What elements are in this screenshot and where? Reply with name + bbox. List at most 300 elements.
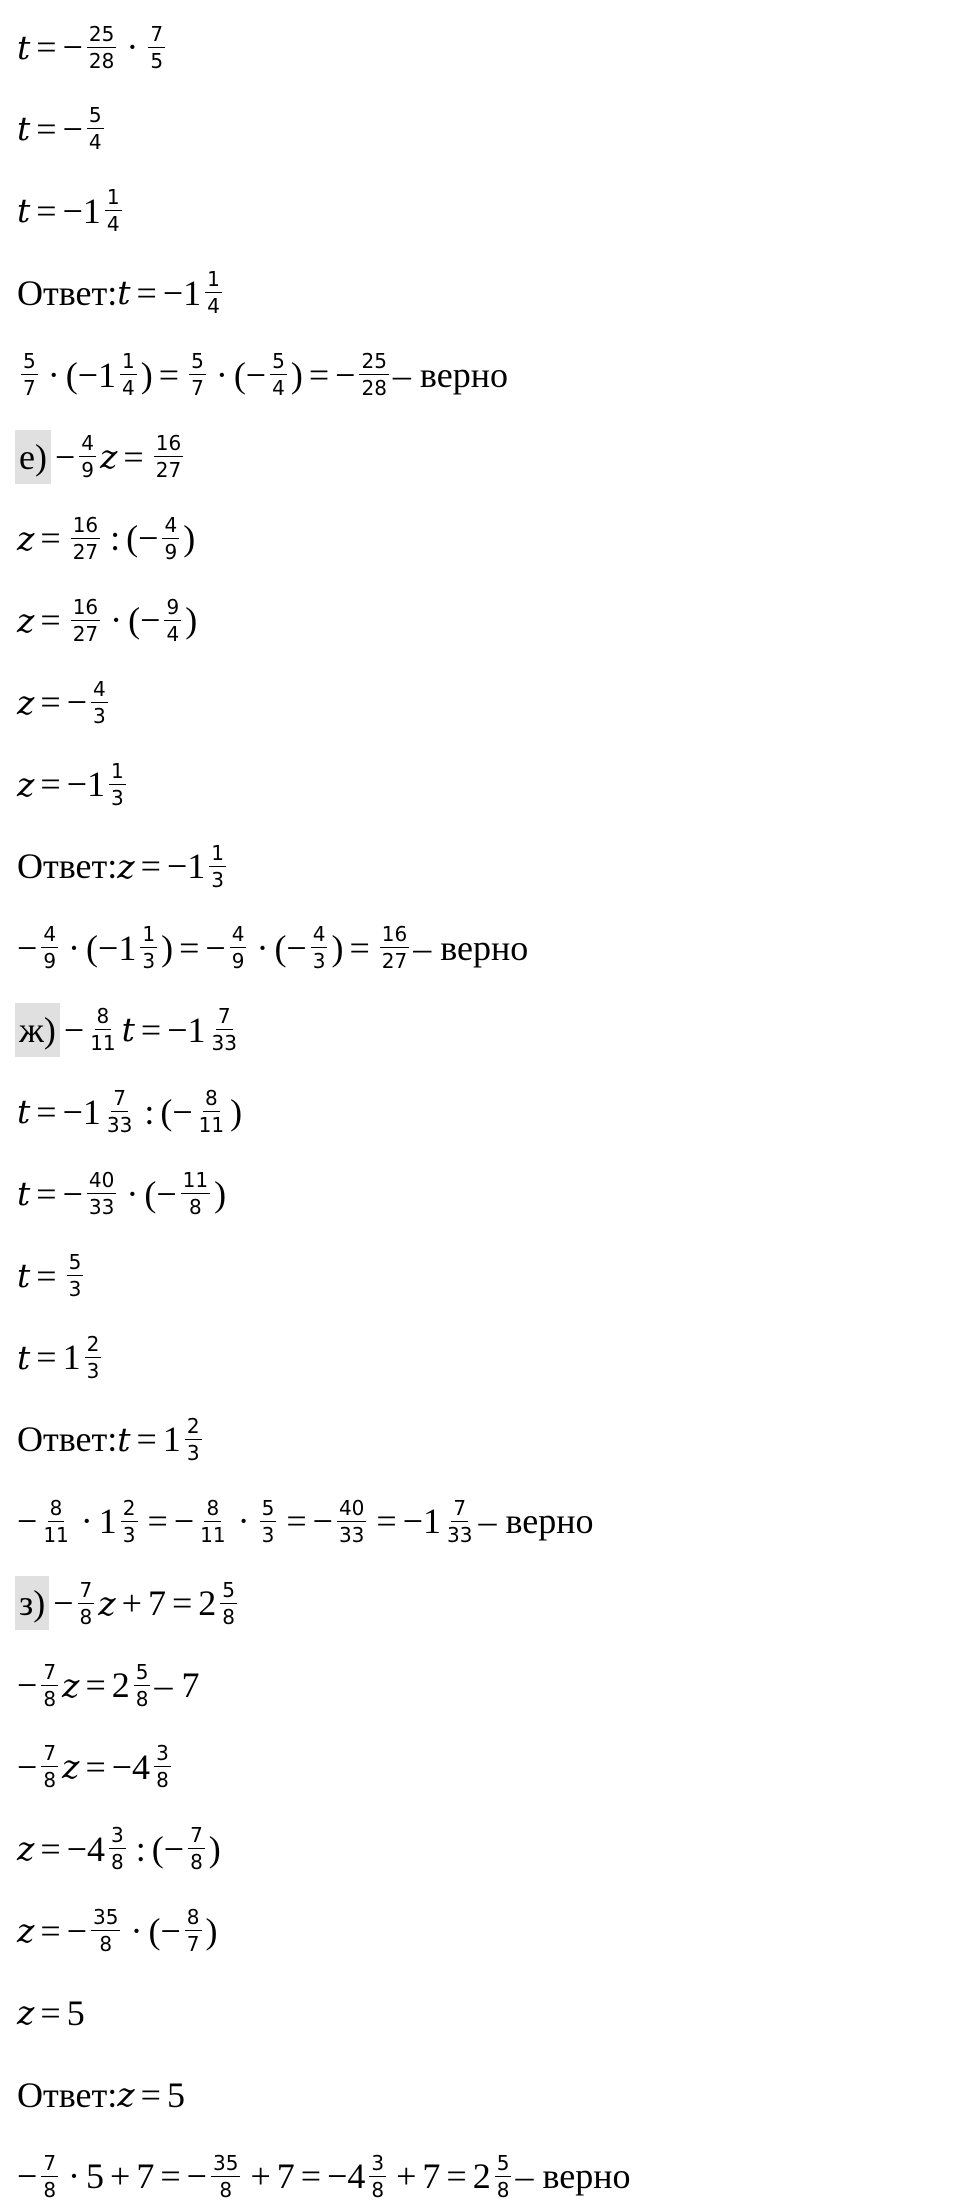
variable: t	[17, 109, 31, 149]
fraction-denominator: 27	[72, 539, 99, 564]
operator: =	[446, 2156, 467, 2197]
math-text: Ответ:	[17, 1419, 118, 1460]
math-text: )	[185, 600, 198, 641]
math-text: −	[62, 108, 83, 149]
math-text: 7	[136, 2156, 155, 2197]
math-text: 2	[198, 1583, 217, 1624]
fraction-numerator: 7	[79, 1577, 93, 1602]
fraction-denominator: 11	[198, 1113, 225, 1138]
fraction-denominator: 27	[155, 458, 182, 482]
fraction-denominator: 27	[381, 949, 408, 974]
variable: t	[17, 1092, 31, 1132]
math-text: −	[17, 2156, 38, 2197]
operator: ·	[68, 927, 81, 968]
fraction-numerator: 5	[88, 103, 102, 128]
math-text: −1	[62, 190, 101, 231]
fraction-numerator: 1	[122, 349, 135, 374]
fraction-denominator: 8	[190, 1850, 203, 1875]
math-text: (−	[160, 1091, 193, 1132]
fraction-numerator: 16	[381, 922, 408, 947]
operator: =	[36, 108, 57, 149]
math-text: (−1	[65, 354, 117, 395]
fraction	[91, 1905, 120, 1957]
fraction	[88, 1004, 117, 1056]
fraction-numerator: 4	[93, 676, 106, 701]
fraction	[105, 185, 122, 237]
math-text: (−	[128, 600, 161, 641]
operator: ·	[126, 27, 139, 67]
problem-line	[17, 997, 243, 1063]
math-text: 7	[422, 2156, 441, 2197]
fraction-numerator: 5	[68, 1250, 82, 1274]
solution-line	[17, 833, 230, 899]
operator: +	[396, 2156, 417, 2197]
fraction-denominator: 8	[219, 2177, 233, 2202]
fraction	[369, 2150, 386, 2202]
operator: =	[40, 1828, 61, 1869]
variable: z	[17, 1911, 35, 1951]
math-text: Ответ:	[17, 2074, 118, 2115]
operator: =	[136, 1419, 157, 1460]
fraction-numerator: 7	[43, 1659, 57, 1684]
variable: t	[121, 1010, 135, 1050]
fraction-numerator: 8	[206, 1495, 220, 1520]
fraction	[85, 1331, 102, 1383]
math-text: −	[173, 1501, 195, 1542]
math-text: −4	[66, 1828, 106, 1869]
fraction	[41, 2150, 58, 2202]
math-text: 1	[98, 1501, 117, 1542]
math-text: −4	[111, 1746, 151, 1787]
fraction-numerator: 5	[222, 1577, 236, 1602]
operator: +	[110, 2156, 131, 2197]
fraction	[495, 2150, 512, 2202]
variable: z	[62, 1747, 80, 1787]
fraction-denominator: 8	[371, 2177, 385, 2202]
fraction	[211, 2150, 240, 2202]
solution-line	[17, 669, 112, 735]
fraction	[121, 1495, 138, 1547]
fraction-denominator: 33	[106, 1113, 133, 1138]
fraction-denominator: 9	[231, 949, 245, 974]
fraction-numerator: 3	[156, 1741, 169, 1766]
fraction-denominator: 33	[211, 1031, 237, 1056]
math-text: )	[230, 1091, 243, 1132]
math-text: Ответ:	[17, 846, 118, 886]
math-text: – верно	[413, 927, 529, 968]
fraction	[154, 1741, 171, 1793]
solution-line	[17, 1898, 218, 1964]
operator: =	[40, 1910, 61, 1951]
fraction-denominator: 8	[135, 1686, 149, 1711]
operator: :	[144, 1091, 155, 1132]
operator: =	[179, 927, 200, 968]
fraction	[337, 1495, 366, 1547]
fraction	[205, 267, 222, 319]
variable: z	[62, 1665, 80, 1705]
operator: =	[40, 600, 61, 641]
fraction-numerator: 35	[212, 2150, 239, 2175]
fraction-numerator: 4	[231, 922, 245, 947]
solution-line	[17, 2143, 631, 2209]
solution-line	[17, 1816, 221, 1882]
math-text: −1	[402, 1501, 442, 1542]
operator: +	[121, 1583, 142, 1624]
math-text: −1	[62, 1091, 101, 1132]
fraction-numerator: 5	[272, 349, 285, 374]
fraction-denominator: 9	[164, 539, 178, 564]
math-text: – верно	[515, 2156, 631, 2197]
operator: =	[286, 1501, 307, 1542]
solution-line	[17, 505, 195, 571]
fraction	[109, 1823, 126, 1875]
operator: =	[85, 1746, 106, 1787]
operator: =	[308, 354, 330, 395]
operator: =	[158, 354, 180, 395]
operator: =	[36, 1255, 57, 1296]
variable: z	[17, 600, 35, 640]
fraction-numerator: 4	[312, 922, 326, 947]
fraction	[87, 1168, 116, 1220]
math-text: )	[205, 1910, 218, 1951]
operator: =	[40, 764, 61, 805]
fraction-denominator: 5	[150, 48, 164, 73]
math-text: (−	[151, 1828, 185, 1869]
math-text: (−	[274, 927, 307, 968]
solution-line	[17, 96, 108, 162]
operator: =	[140, 1009, 162, 1050]
fraction	[67, 1252, 84, 1299]
fraction	[162, 512, 179, 564]
operator: =	[40, 682, 61, 723]
solution-line	[17, 1079, 242, 1145]
operator: :	[135, 1828, 146, 1869]
math-text: 5	[166, 2074, 185, 2115]
fraction-numerator: 1	[106, 185, 120, 210]
fraction	[209, 840, 226, 892]
fraction	[41, 1741, 58, 1793]
math-text: −	[62, 27, 83, 67]
math-text: )	[208, 1828, 221, 1869]
fraction-numerator: 4	[164, 512, 178, 537]
fraction	[230, 922, 247, 974]
math-text: 1	[62, 1337, 81, 1378]
operator: =	[40, 518, 61, 559]
fraction-denominator: 27	[72, 621, 99, 646]
fraction-numerator: 7	[150, 21, 164, 46]
fraction-numerator: 16	[72, 594, 99, 619]
math-text: )	[290, 354, 303, 395]
fraction-numerator: 5	[191, 349, 204, 374]
operator: =	[171, 1583, 193, 1624]
solution-line	[17, 915, 528, 981]
fraction-numerator: 2	[122, 1495, 136, 1520]
math-text: −	[17, 1501, 38, 1542]
fraction	[359, 349, 388, 401]
math-text: −	[63, 1009, 85, 1050]
solution-line	[17, 1652, 199, 1718]
fraction-denominator: 28	[88, 48, 115, 73]
fraction-denominator: 7	[23, 376, 36, 401]
math-text: (−	[233, 354, 267, 395]
fraction-denominator: 7	[191, 376, 204, 401]
fraction-numerator: 1	[142, 922, 156, 947]
math-text: – 7	[154, 1665, 200, 1705]
solution-line	[17, 260, 226, 326]
operator: =	[349, 927, 370, 968]
variable: z	[17, 518, 35, 558]
fraction-denominator: 8	[43, 1686, 57, 1711]
solution-line	[17, 178, 126, 244]
math-text: −	[186, 2156, 207, 2197]
fraction-numerator: 7	[43, 1741, 57, 1766]
operator: =	[376, 1501, 397, 1542]
solution-line	[17, 751, 130, 817]
problem-label: е)	[15, 430, 51, 484]
fraction-denominator: 8	[111, 1850, 124, 1875]
fraction	[197, 1086, 226, 1138]
operator: =	[147, 1501, 168, 1542]
operator: ·	[47, 354, 60, 395]
fraction	[185, 1413, 202, 1465]
fraction	[109, 758, 126, 810]
fraction	[41, 1659, 58, 1711]
fraction-denominator: 4	[106, 212, 120, 237]
fraction-denominator: 8	[43, 2177, 57, 2202]
operator: =	[85, 1665, 106, 1705]
fraction	[41, 922, 58, 974]
fraction	[91, 676, 108, 728]
operator: ·	[237, 1501, 250, 1542]
math-text: )	[140, 354, 153, 395]
fraction-numerator: 25	[361, 349, 387, 374]
math-text: −1	[162, 272, 202, 313]
variable: z	[17, 1829, 35, 1869]
fraction	[188, 1823, 205, 1875]
fraction-denominator: 4	[207, 294, 220, 319]
fraction	[120, 349, 137, 401]
fraction-denominator: 8	[79, 1604, 93, 1629]
fraction-denominator: 4	[122, 376, 135, 401]
fraction-denominator: 3	[312, 949, 326, 974]
variable: t	[117, 1419, 131, 1459]
fraction	[71, 594, 100, 646]
fraction	[71, 512, 100, 564]
fraction	[260, 1495, 277, 1547]
fraction	[220, 1577, 237, 1629]
operator: ·	[80, 1501, 93, 1542]
fraction-denominator: 33	[338, 1522, 365, 1547]
math-text: −4	[327, 2156, 366, 2197]
fraction-numerator: 5	[261, 1495, 275, 1520]
fraction-denominator: 8	[496, 2177, 510, 2202]
fraction	[210, 1004, 239, 1056]
variable: t	[17, 191, 31, 231]
fraction	[41, 1495, 70, 1547]
fraction-numerator: 7	[190, 1823, 203, 1848]
math-text: −	[62, 1173, 83, 1214]
solution-line	[17, 342, 508, 408]
fraction-denominator: 33	[447, 1522, 473, 1547]
solution-line	[17, 1243, 87, 1309]
fraction-numerator: 5	[23, 349, 36, 374]
math-text: −	[17, 1665, 38, 1705]
operator: ·	[110, 600, 123, 641]
fraction	[198, 1495, 227, 1547]
fraction	[105, 1086, 134, 1138]
fraction	[189, 349, 206, 401]
fraction-numerator: 5	[496, 2150, 510, 2175]
fraction-denominator: 33	[88, 1195, 115, 1220]
fraction	[140, 922, 157, 974]
math-text: −1	[66, 764, 106, 805]
fraction-denominator: 4	[272, 376, 285, 401]
fraction-numerator: 2	[86, 1331, 100, 1356]
fraction-numerator: 40	[338, 1495, 365, 1520]
fraction-denominator: 3	[111, 785, 124, 810]
fraction-denominator: 11	[200, 1522, 226, 1547]
fraction-numerator: 8	[49, 1495, 63, 1520]
fraction-denominator: 8	[222, 1604, 236, 1629]
operator: =	[300, 2156, 322, 2197]
fraction-numerator: 5	[135, 1659, 149, 1684]
math-text: 2	[472, 2156, 491, 2197]
fraction-denominator: 7	[186, 1932, 200, 1957]
math-text: −	[66, 682, 88, 723]
variable: z	[17, 764, 35, 804]
math-text: – верно	[392, 354, 508, 395]
operator: ·	[68, 2156, 81, 2197]
fraction-numerator: 1	[111, 758, 124, 783]
math-text: 5	[66, 1992, 85, 2033]
variable: t	[17, 1174, 31, 1214]
fraction-denominator: 11	[90, 1031, 116, 1056]
fraction-numerator: 8	[205, 1086, 218, 1111]
problem-label: з)	[15, 1576, 49, 1630]
fraction	[270, 349, 287, 401]
fraction-numerator: 35	[93, 1905, 119, 1930]
fraction-numerator: 4	[81, 431, 95, 455]
fraction-denominator: 8	[189, 1195, 202, 1220]
operator: ·	[130, 1910, 143, 1951]
variable: z	[98, 1583, 116, 1623]
fraction	[154, 433, 183, 480]
fraction-numerator: 8	[186, 1905, 200, 1930]
math-text: −1	[166, 846, 206, 886]
problem-label: ж)	[15, 1003, 60, 1057]
math-text: 2	[111, 1665, 130, 1705]
fraction	[380, 922, 409, 974]
fraction-numerator: 16	[155, 431, 182, 455]
solution-line	[17, 1488, 594, 1554]
operator: =	[36, 27, 57, 67]
variable: t	[17, 1256, 31, 1295]
fraction-numerator: 16	[72, 512, 99, 537]
fraction-denominator: 3	[68, 1277, 82, 1301]
variable: z	[117, 846, 135, 886]
fraction-numerator: 4	[43, 922, 57, 947]
math-text: 7	[276, 2156, 295, 2197]
fraction	[21, 349, 38, 401]
operator: +	[250, 2156, 271, 2197]
fraction	[164, 594, 181, 646]
operator: =	[36, 1337, 57, 1378]
solution-line	[17, 1161, 226, 1227]
operator: =	[36, 1173, 57, 1214]
solution-line	[17, 1980, 85, 2046]
fraction	[311, 922, 328, 974]
solution-line	[17, 14, 169, 80]
fraction-numerator: 7	[453, 1495, 467, 1520]
fraction	[181, 1168, 210, 1220]
fraction	[134, 1659, 151, 1711]
fraction-denominator: 28	[361, 376, 387, 401]
fraction-denominator: 4	[88, 130, 102, 155]
math-text: Ответ:	[17, 272, 118, 313]
math-text: −	[17, 1746, 38, 1787]
variable: t	[17, 1337, 31, 1377]
solution-line	[17, 1734, 175, 1800]
fraction-denominator: 3	[211, 867, 224, 892]
operator: ·	[215, 354, 228, 395]
fraction-numerator: 7	[43, 2150, 57, 2175]
math-text: −	[53, 1583, 74, 1624]
fraction-denominator: 3	[186, 1440, 200, 1465]
fraction-denominator: 3	[261, 1522, 275, 1547]
math-text: −	[205, 927, 226, 968]
fraction-denominator: 8	[99, 1932, 113, 1957]
fraction-numerator: 11	[182, 1168, 209, 1193]
variable: z	[117, 2075, 135, 2114]
variable: z	[17, 1993, 35, 2033]
math-text: −	[312, 1501, 333, 1542]
math-text: )	[183, 518, 196, 559]
fraction-numerator: 25	[88, 21, 115, 46]
math-text: – верно	[478, 1501, 594, 1542]
fraction-denominator: 3	[142, 949, 156, 974]
math-text: 5	[86, 2156, 105, 2197]
variable: t	[17, 27, 31, 67]
fraction-numerator: 7	[217, 1004, 231, 1029]
fraction-denominator: 8	[43, 1768, 57, 1793]
variable: z	[100, 437, 118, 476]
fraction-denominator: 3	[93, 703, 106, 728]
math-text: (−	[144, 1173, 177, 1214]
fraction-numerator: 1	[211, 840, 224, 865]
operator: =	[36, 1091, 57, 1132]
fraction	[148, 21, 165, 73]
math-text: −	[17, 927, 38, 968]
operator: ·	[126, 1173, 139, 1214]
solution-line	[17, 2062, 185, 2128]
fraction	[78, 1577, 95, 1629]
problem-line	[17, 1570, 241, 1636]
fraction	[79, 433, 96, 480]
solution-line	[17, 587, 197, 653]
operator: =	[160, 2156, 181, 2197]
operator: =	[123, 436, 144, 477]
math-text: )	[331, 927, 344, 968]
math-text: 7	[147, 1583, 166, 1624]
operator: =	[40, 1992, 61, 2033]
fraction-numerator: 8	[96, 1004, 110, 1029]
fraction	[445, 1495, 474, 1547]
math-text: )	[214, 1173, 227, 1214]
fraction-denominator: 8	[156, 1768, 169, 1793]
fraction	[87, 103, 104, 155]
fraction-numerator: 2	[186, 1413, 200, 1438]
variable: z	[17, 682, 35, 722]
